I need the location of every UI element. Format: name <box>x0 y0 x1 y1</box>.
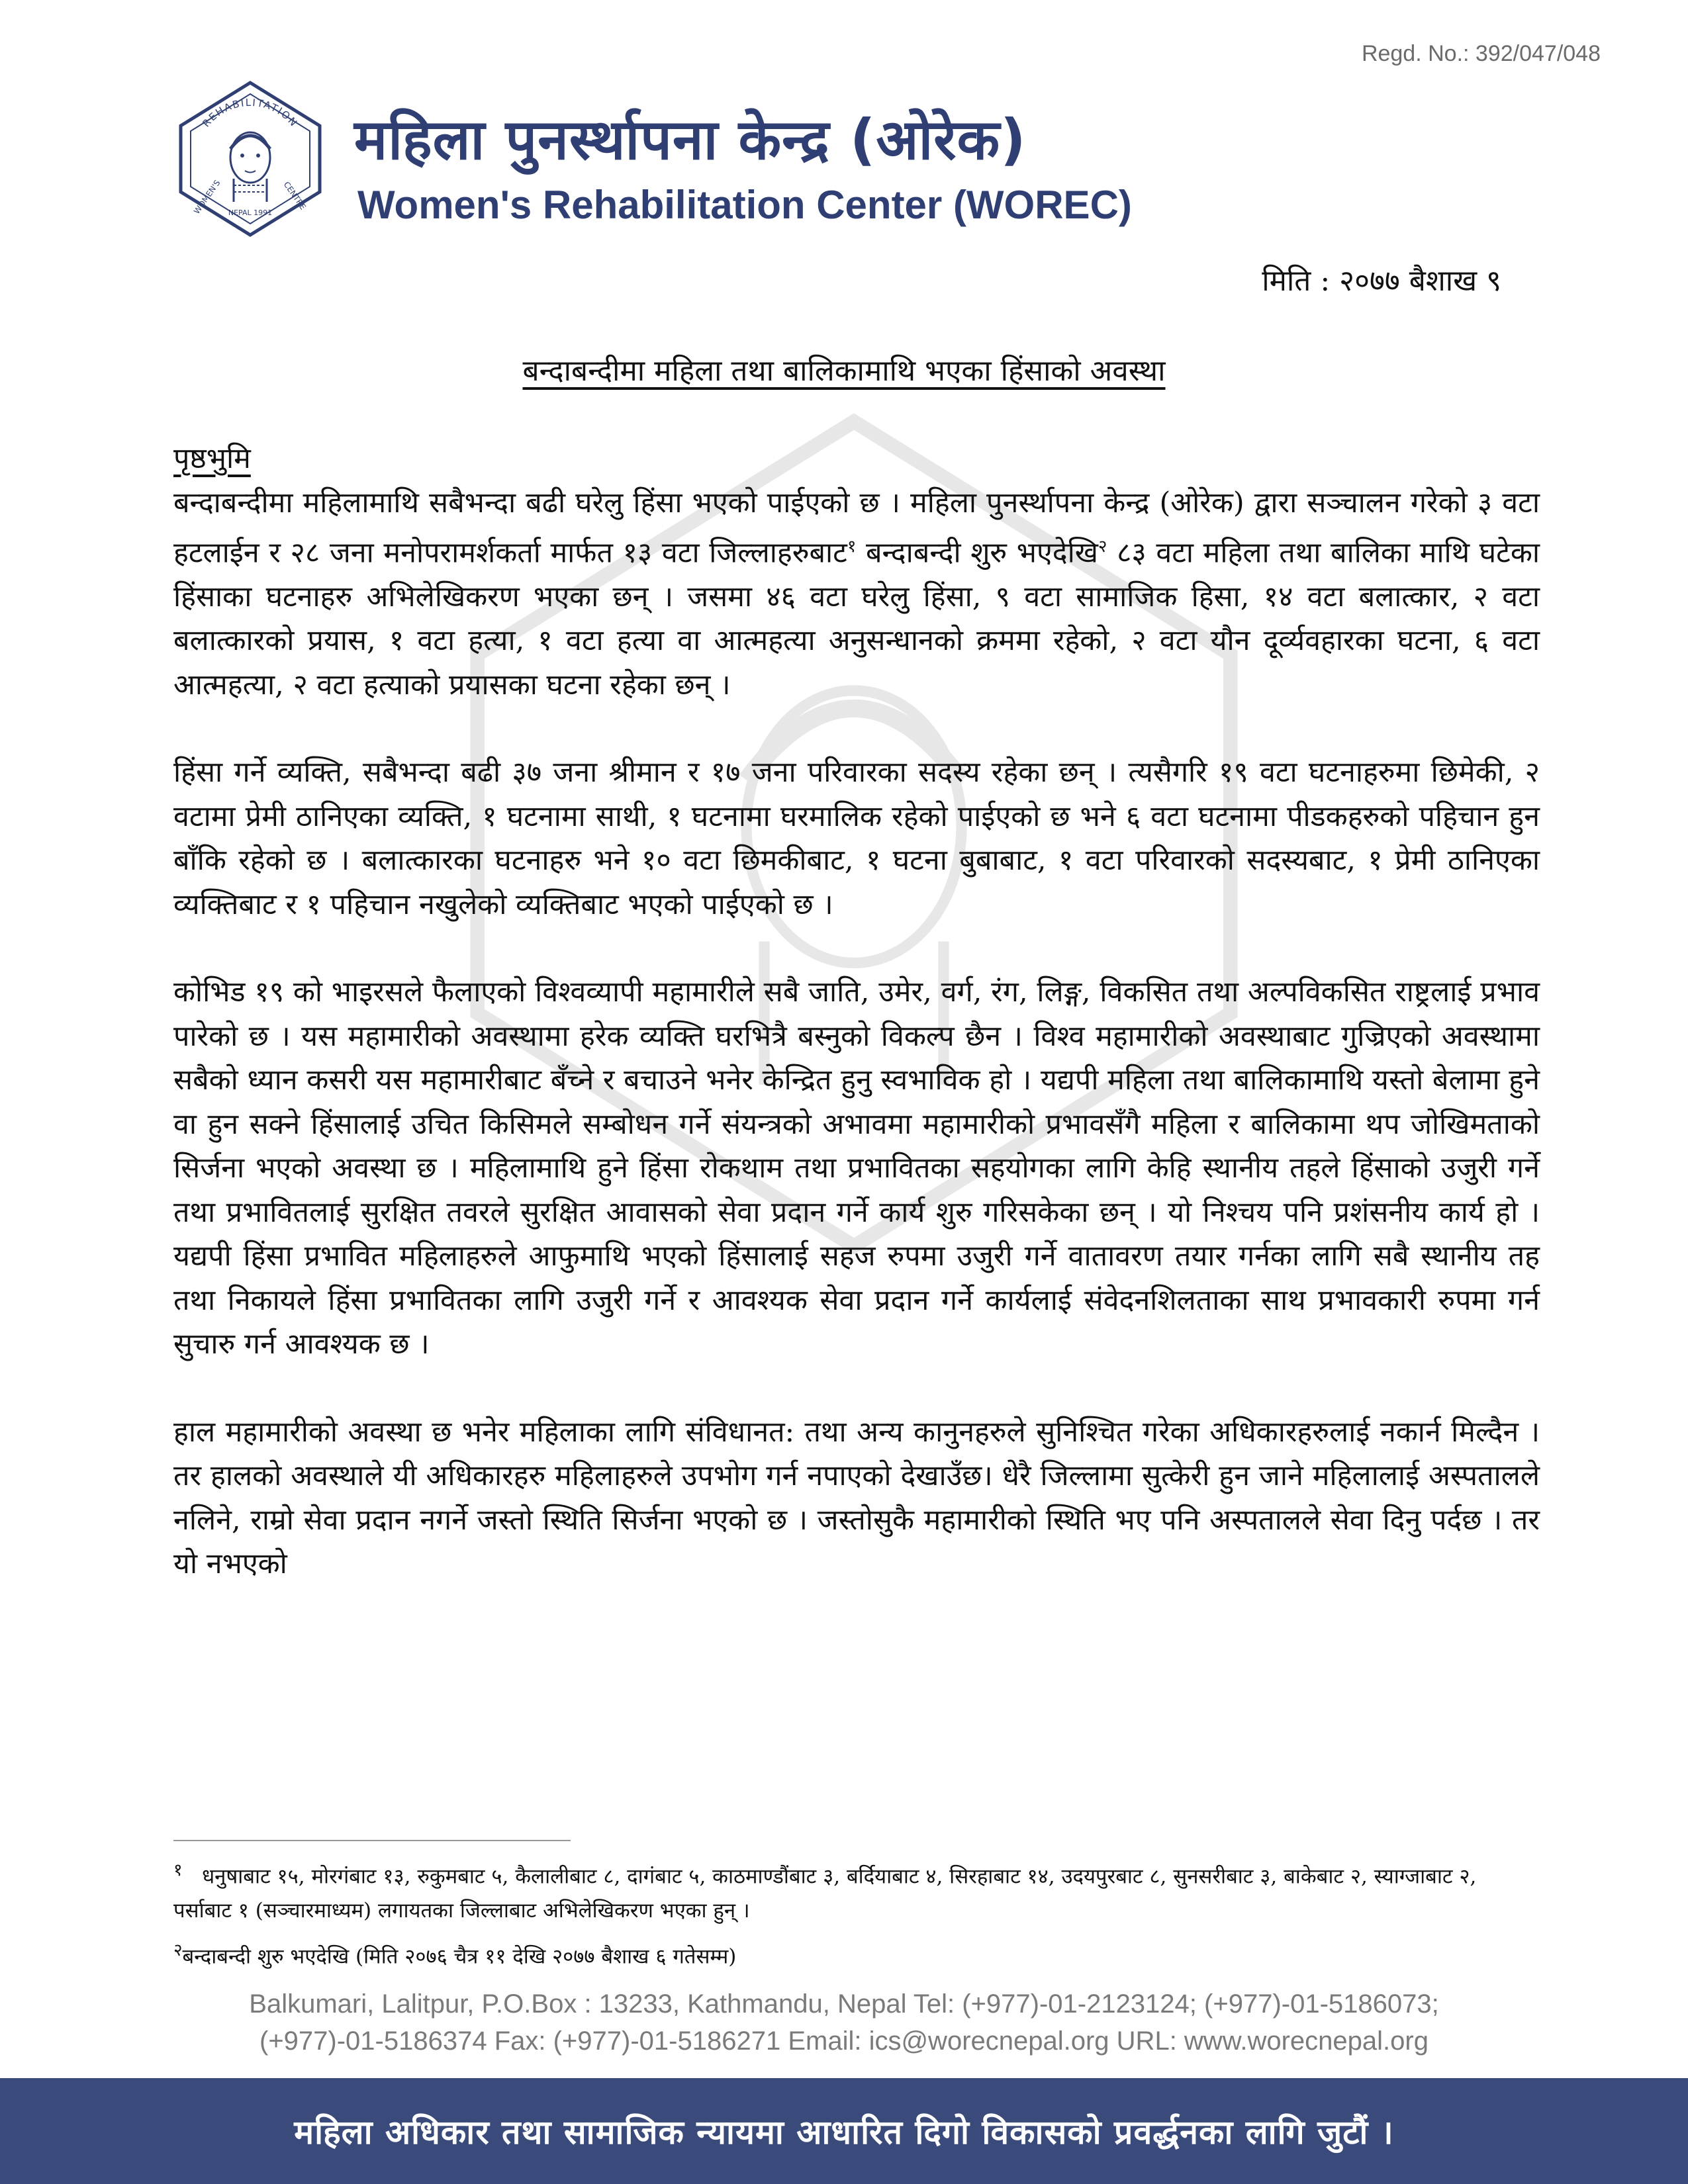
footer-band <box>0 2078 1688 2184</box>
footer-motto: महिला अधिकार तथा सामाजिक न्यायमा आधारित दिगो विकासको प्रवर्द्धनका लागि जुटौं । <box>294 2113 1394 2152</box>
paragraph-3: कोभिड १९ को भाइरसले फैलाएको विश्वव्यापी महामारीले सबै जाति, उमेर, वर्ग, रंग, लिङ्ग, विकसित तथा अल्पविकसित राष्ट्रलाई प्रभाव पारेको छ । यस महामारीको अवस्थामा हरेक व्यक्ति घरभित्रै बस्नुको विकल्प छैन । विश्व महामारीको अवस्थाबाट गुज्रिएको अवस्थामा सबैको ध्यान कसरी यस महामारीबाट बँच्ने र बचाउने भनेर केन्द्रित हुनु स्वभाविक हो । यद्यपी महिला तथा बालिकामाथि यस्तो बेलामा हुने वा हुन सक्ने हिंसालाई उचित किसिमले सम्बोधन गर्ने संयन्त्रको अभावमा महामारीको प्रभावसँगै महिला र बालिकामा थप जोखिमताको सिर्जना भएको अवस्था छ । महिलामाथि हुने हिंसा रोकथाम तथा प्रभावितका सहयोगका लागि केहि स्थानीय तहले हिंसाको उजुरी गर्ने तथा प्रभावितलाई सुरक्षित तवरले सुरक्षित आवासको सेवा प्रदान गर्ने कार्य शुरु गरिसकेका छन् । यो निश्चय पनि प्रशंसनीय कार्य हो । यद्यपी हिंसा प्रभावित महिलाहरुले आफुमाथि भएको हिंसालाई सहज रुपमा उजुरी गर्ने वातावरण तयार गर्नका लागि सबै स्थानीय तह तथा निकायले हिंसा प्रभावितका लागि उजुरी गर्ने र आवश्यक सेवा प्रदान गर्ने कार्यलाई संवेदनशिलताका साथ प्रभावकारी रुपमा गर्न सुचारु गर्न आवश्यक छ । <box>173 976 1540 1361</box>
logo-text-bottom: NEPAL 1991 <box>228 208 273 217</box>
organization-name-english: Women's Rehabilitation Center (WOREC) <box>357 183 1132 227</box>
contact-line-1: Balkumari, Lalitpur, P.O.Box : 13233, Kathmandu, Nepal Tel: (+977)-01-2123124; (+977)-01-5186073; <box>249 1989 1439 2019</box>
footnote-2-mark: २ <box>173 1940 183 1961</box>
footnote-1 <box>173 1853 1540 1928</box>
contact-line-2: (+977)-01-5186374 Fax: (+977)-01-5186271 Email: ics@worecnepal.org URL: www.worecnepal.org <box>259 2026 1429 2056</box>
document-title <box>0 349 1688 389</box>
footnote-1-text: धनुषाबाट १५, मोरगंबाट १३, रुकुमबाट ५, कैलालीबाट ८, दागंबाट ५, काठमाण्डौंबाट ३, बर्दियाबाट ४, सिरहाबाट १४, उदयपुरबाट ८, सुनसरीबाट ३, बाकेबाट २, स्याग्जाबाट २, पर्साबाट १ (सञ्चारमाध्यम) लगायतका जिल्लाबाट अभिलेखिकरण भएका हुन् । <box>173 1864 1477 1923</box>
paragraph-1-part-b: बन्दाबन्दी शुरु भएदेखि <box>856 536 1098 570</box>
footnote-2-text: बन्दाबन्दी शुरु भएदेखि (मिति २०७६ चैत्र ११ देखि २०७७ बैशाख ६ गतेसम्म) <box>182 1944 737 1969</box>
footnote-divider <box>173 1840 571 1841</box>
logo-text-left: WOMEN'S <box>192 178 222 216</box>
worec-seal-logo-icon <box>171 79 330 238</box>
organization-name-nepali: महिला पुनर्स्थापना केन्द्र (ओरेक) <box>354 107 1027 172</box>
section-heading: पृष्ठभुमि <box>173 442 251 475</box>
paragraph-1-part-c: ८३ वटा महिला तथा बालिका माथि घटेका हिंसाका घटनाहरु अभिलेखिकरण भएका छन् । जसमा ४६ वटा घरेलु हिंसा, ९ वटा सामाजिक हिसा, १४ वटा बलात्कार, २ वटा बलात्कारको प्रयास, १ वटा हत्या, १ वटा हत्या वा आत्महत्या अनुसन्धानको क्रममा रहेको, २ वटा यौन दूर्व्यवहारका घटना, ६ वटा आत्महत्या, २ वटा हत्याको प्रयासका घटना रहेका छन् । <box>173 536 1540 702</box>
document-date: मिति : २०७७ बैशाख ९ <box>1262 264 1501 298</box>
document-body <box>173 437 1540 1586</box>
document-title-text: बन्दाबन्दीमा महिला तथा बालिकामाथि भएका हिंसाको अवस्था <box>522 354 1166 388</box>
footnote-ref-2: २ <box>1098 537 1107 557</box>
logo-text-top: REHABILITATION <box>200 96 301 130</box>
footnotes <box>173 1853 1540 1979</box>
paragraph-1-part-a: बन्दाबन्दीमा महिलामाथि सबैभन्दा बढी घरेलु हिंसा भएको पाईएको छ । महिला पुनर्स्थापना केन्द्र (ओरेक) द्वारा सञ्चालन गरेको ३ वटा हटलाईन र २८ जना मनोपरामर्शकर्ता मार्फत १३ वटा जिल्लाहरुबाट <box>173 486 1540 570</box>
footnote-ref-1: १ <box>847 537 857 557</box>
paragraph-2: हिंसा गर्ने व्यक्ति, सबैभन्दा बढी ३७ जना श्रीमान र १७ जना परिवारका सदस्य रहेका छन् । त्यसैगरि १९ वटा घटनाहरुमा छिमेकी, २ वटामा प्रेमी ठानिएका व्यक्ति, १ घटनामा साथी, १ घटनामा घरमालिक रहेको पाईएको छ भने ६ वटा घटनामा पीडकहरुको पहिचान हुन बाँकि रहेको छ । बलात्कारका घटनाहरु भने १० वटा छिमकीबाट, १ घटना बुबाबाट, १ वटा परिवारको सदस्यबाट, १ प्रेमी ठानिएका व्यक्तिबाट र १ पहिचान नखुलेको व्यक्तिबाट भएको पाईएको छ । <box>173 756 1540 921</box>
registration-number: Regd. No.: 392/047/048 <box>1361 41 1601 66</box>
footnote-2 <box>173 1933 1540 1974</box>
svg-text:REHABILITATION <box>200 97 300 130</box>
paragraph-1 <box>173 481 1540 707</box>
footnote-1-mark: १ <box>173 1860 183 1880</box>
paragraph-4: हाल महामारीको अवस्था छ भनेर महिलाका लागि संविधानत: तथा अन्य कानुनहरुले सुनिश्चित गरेका अधिकारहरुलाई नकार्न मिल्दैन । तर हालको अवस्थाले यी अधिकारहरु महिलाहरुले उपभोग गर्न नपाएको देखाउँछ। धेरै जिल्लामा सुत्केरी हुन जाने महिलालाई अस्पतालले नलिने, राम्रो सेवा प्रदान नगर्ने जस्तो स्थिति सिर्जना भएको छ । जस्तोसुकै महामारीको स्थिति भए पनि अस्पतालले सेवा दिनु पर्दछ । तर यो नभएको <box>173 1415 1540 1581</box>
logo-text-right: CENTRE <box>281 179 308 212</box>
contact-address <box>0 1985 1688 2060</box>
